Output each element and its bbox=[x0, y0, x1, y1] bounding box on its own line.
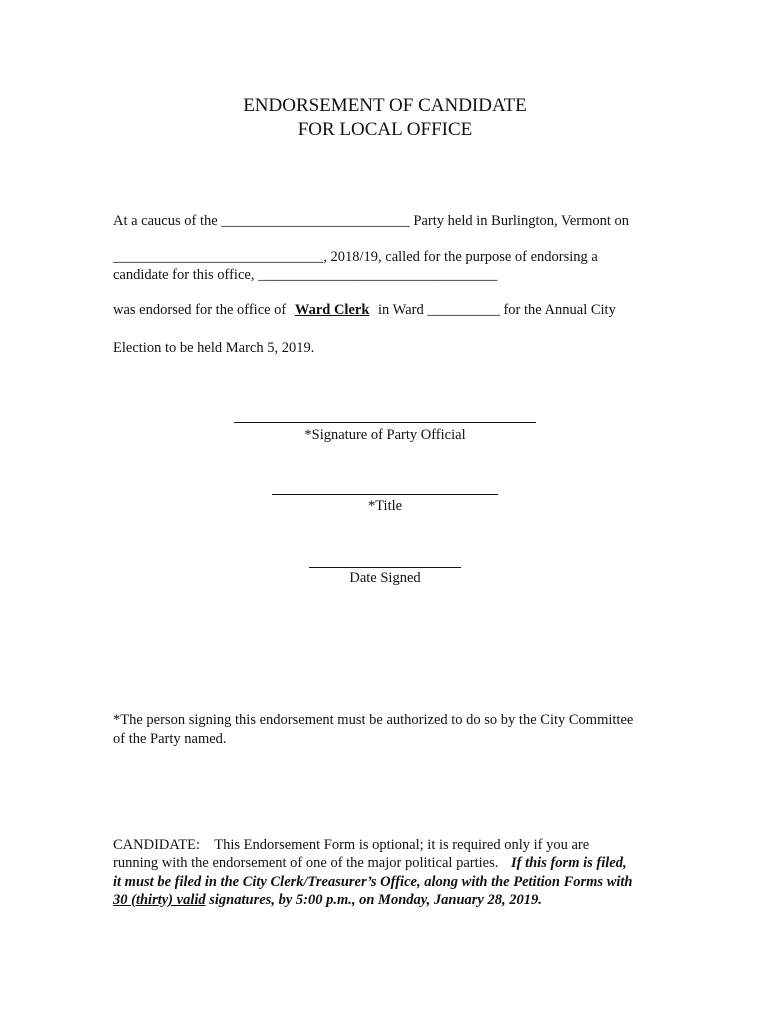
authorization-note-line-2: of the Party named. bbox=[113, 731, 227, 747]
candidate-note-line-4 bbox=[113, 893, 542, 908]
candidate-note-line-3: it must be filed in the City Clerk/Treasurer’s Office, along with the Petition Forms with bbox=[113, 874, 633, 890]
caucus-line-3: candidate for this office, _________________________________ bbox=[113, 267, 498, 283]
election-line: Election to be held March 5, 2019. bbox=[113, 340, 315, 356]
office-name: Ward Clerk bbox=[294, 302, 370, 318]
title-signature-label: *Title bbox=[367, 498, 403, 514]
candidate-note-line-2 bbox=[113, 856, 627, 871]
caucus-line-2: _____________________________, 2018/19, called for the purpose of endorsing a bbox=[113, 249, 598, 265]
date-signed-label: Date Signed bbox=[349, 570, 421, 586]
party-official-signature-line bbox=[234, 422, 536, 423]
candidate-note-line-2-plain: running with the endorsement of one of the major political parties. bbox=[113, 855, 499, 871]
valid-signatures-count: 30 (thirty) valid bbox=[113, 892, 206, 908]
caucus-line-1: At a caucus of the __________________________ Party held in Burlington, Vermont on bbox=[113, 213, 630, 229]
party-official-signature-label: *Signature of Party Official bbox=[304, 427, 466, 443]
office-line-prefix: was endorsed for the office of bbox=[113, 302, 287, 318]
office-line-suffix: in Ward __________ for the Annual City bbox=[378, 302, 616, 318]
candidate-note-line-4-rest: signatures, by 5:00 p.m., on Monday, January 28, 2019. bbox=[209, 892, 542, 908]
title-signature-line bbox=[272, 494, 498, 495]
candidate-note-line-2-bold: If this form is filed, bbox=[510, 855, 627, 871]
date-signed-line bbox=[309, 567, 461, 568]
candidate-note-line-1: CANDIDATE: This Endorsement Form is optional; it is required only if you are bbox=[113, 837, 590, 853]
form-title-line-2: FOR LOCAL OFFICE bbox=[297, 119, 473, 140]
form-title-line-1: ENDORSEMENT OF CANDIDATE bbox=[243, 95, 527, 116]
office-line bbox=[113, 303, 616, 318]
authorization-note-line-1: *The person signing this endorsement must be authorized to do so by the City Committee bbox=[113, 712, 634, 728]
